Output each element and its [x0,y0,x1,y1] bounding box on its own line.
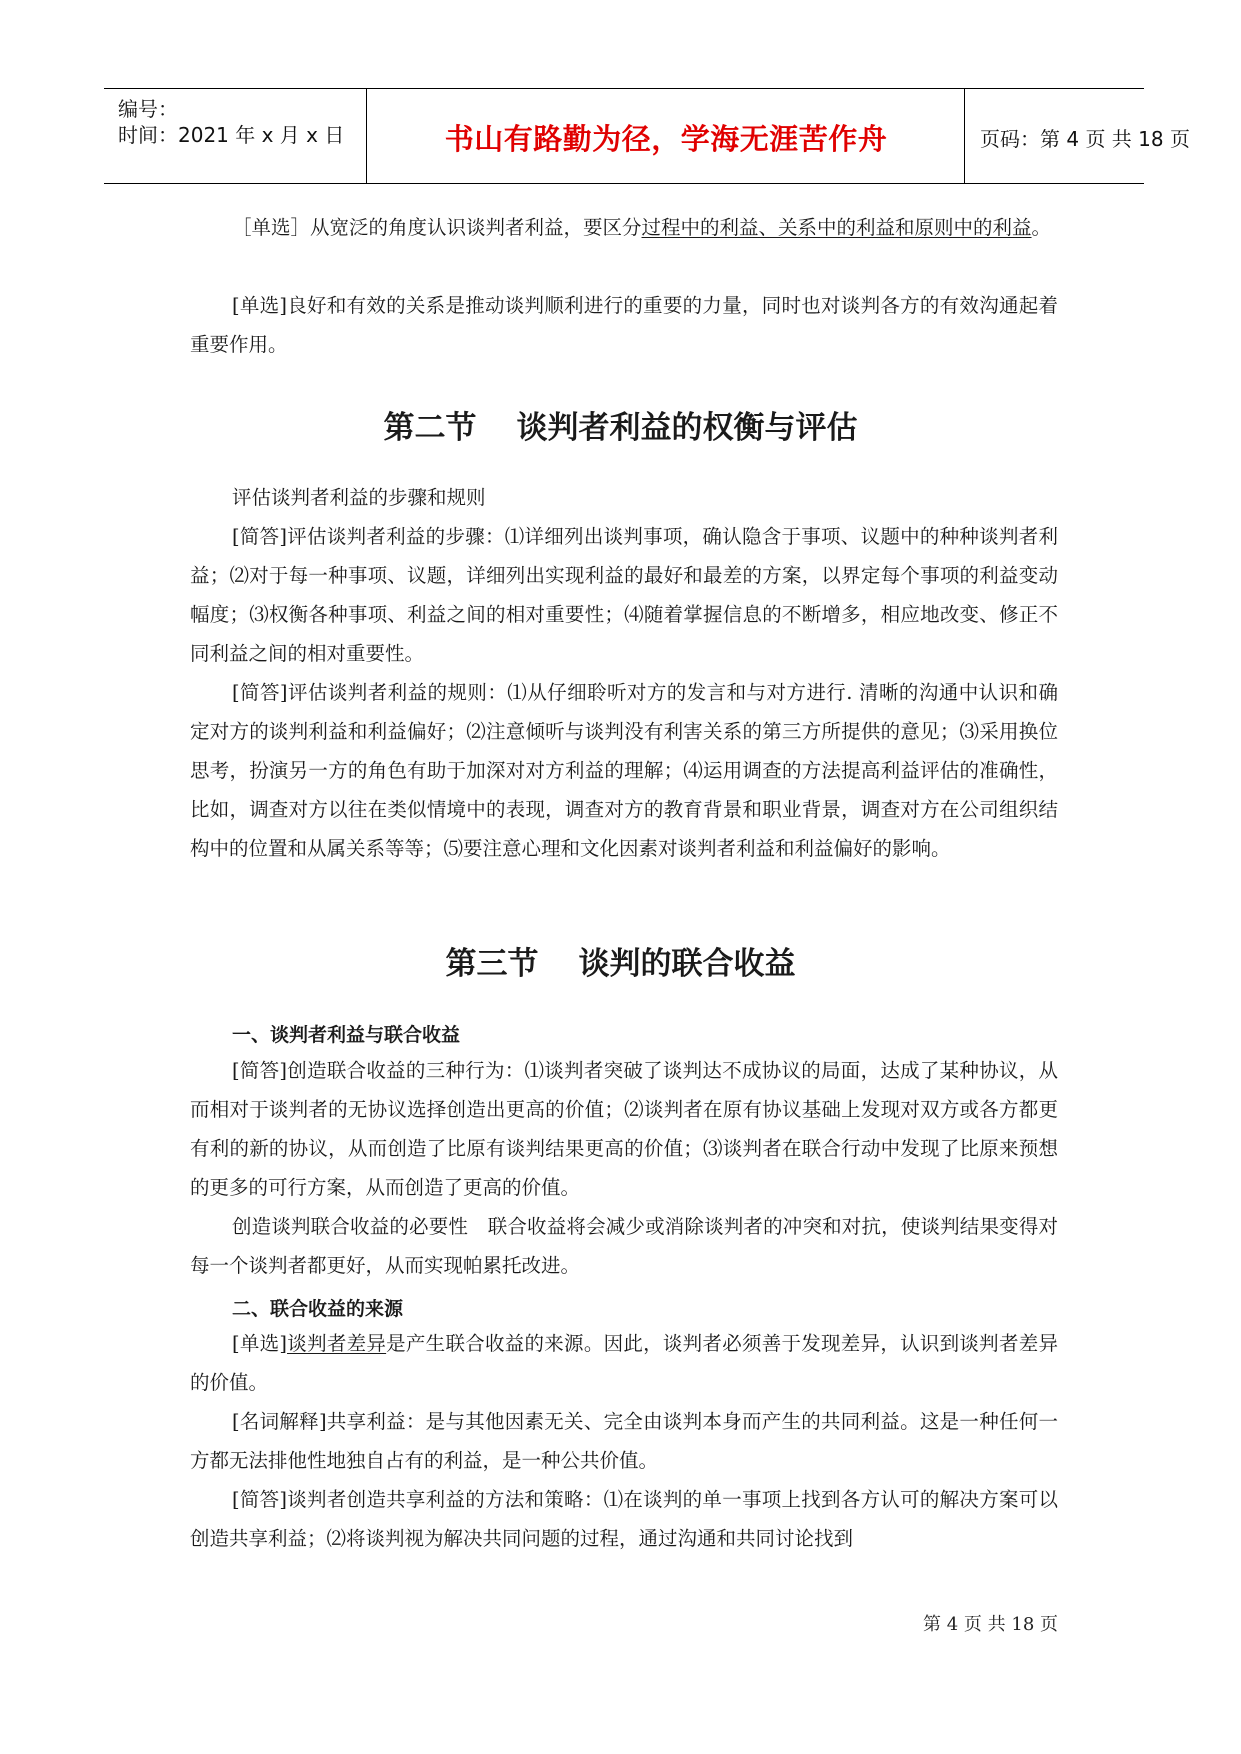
header-page-cell [966,89,1190,183]
subheading-gain-source: 二、联合收益的来源 [232,1298,404,1320]
paragraph-methods: [简答]谈判者创造共享利益的方法和策略：⑴在谈判的单一事项上找到各方认可的解决方案可以创造共享利益；⑵将谈判视为解决共同问题的过程，通过沟通和共同讨论找到 [190,1488,1058,1550]
page-header [104,88,1190,184]
section-2-heading [0,402,1241,447]
paragraph-shared-interest: [名词解释]共享利益：是与其他因素无关、完全由谈判本身而产生的共同利益。这是一种任何一方都无法排他性地独自占有的利益，是一种公共价值。 [190,1410,1058,1472]
section-title: 谈判者利益的权衡与评估 [516,410,858,446]
section-3-heading [0,938,1241,983]
section-title: 谈判的联合收益 [578,946,796,982]
document-time-label: 时间：2021 年 x 月 x 日 [118,123,345,147]
subheading-joint-gain: 一、谈判者利益与联合收益 [232,1024,461,1046]
text-span: ［单选］从宽泛的角度认识谈判者利益，要区分 [232,216,642,239]
header-motto: 书山有路勤为径，学海无涯苦作舟 [444,122,888,156]
paragraph-eval-steps: [简答]评估谈判者利益的步骤：⑴详细列出谈判事项，确认隐含于事项、议题中的种种谈判者利益；⑵对于每一种事项、议题，详细列出实现利益的最好和最差的方案，以界定每个事项的利益变动幅度；⑶权衡各种事项、利益之间的相对重要性；⑷随着掌握信息的不断增多，相应地改变、修正不同利益之间的相对重要性。 [190,525,1058,665]
paragraph-interest-perspective [190,208,1058,247]
text-span: 。 [1031,216,1052,239]
underlined-answer: 谈判者差异 [287,1332,387,1355]
paragraph-relationship: [单选]良好和有效的关系是推动谈判顺利进行的重要的力量，同时也对谈判各方的有效沟通起着重要作用。 [190,294,1058,356]
text-span: 是产生联合收益的来源。因此，谈判者必须善于发现差异，认识到谈判者差异的价值。 [190,1332,1058,1394]
page-footer: 第 4 页 共 18 页 [923,1614,1058,1635]
section-number: 第二节 [383,410,477,446]
paragraph-eval-intro: 评估谈判者利益的步骤和规则 [232,486,486,509]
paragraph-source [190,1324,1058,1402]
document-number-label: 编号： [118,97,178,121]
header-motto-cell [368,89,965,183]
text-span: [单选] [232,1332,288,1355]
header-info-cell [104,89,367,183]
paragraph-three-behaviors: [简答]创造联合收益的三种行为：⑴谈判者突破了谈判达不成协议的局面，达成了某种协议，从而相对于谈判者的无协议选择创造出更高的价值；⑵谈判者在原有协议基础上发现对双方或各方都更有利的新的协议，从而创造了比原有谈判结果更高的价值；⑶谈判者在联合行动中发现了比原来预想的更多的可行方案，从而创造了更高的价值。 [190,1059,1058,1199]
paragraph-necessity: 创造谈判联合收益的必要性 联合收益将会减少或消除谈判者的冲突和对抗，使谈判结果变得对每一个谈判者都更好，从而实现帕累托改进。 [190,1215,1058,1277]
header-page-info: 页码：第 4 页 共 18 页 [980,127,1190,151]
underlined-answer: 过程中的利益、关系中的利益和原则中的利益 [641,216,1032,239]
section-number: 第三节 [445,946,539,982]
paragraph-eval-rules: [简答]评估谈判者利益的规则：⑴从仔细聆听对方的发言和与对方进行. 清晰的沟通中认识和确定对方的谈判利益和利益偏好；⑵注意倾听与谈判没有利害关系的第三方所提供的意见；⑶采用换位思考，扮演另一方的角色有助于加深对对方利益的理解；⑷运用调查的方法提高利益评估的准确性，比如，调查对方以往在类似情境中的表现，调查对方的教育背景和职业背景，调查对方在公司组织结构中的位置和从属关系等等；⑸要注意心理和文化因素对谈判者利益和利益偏好的影响。 [190,681,1058,860]
